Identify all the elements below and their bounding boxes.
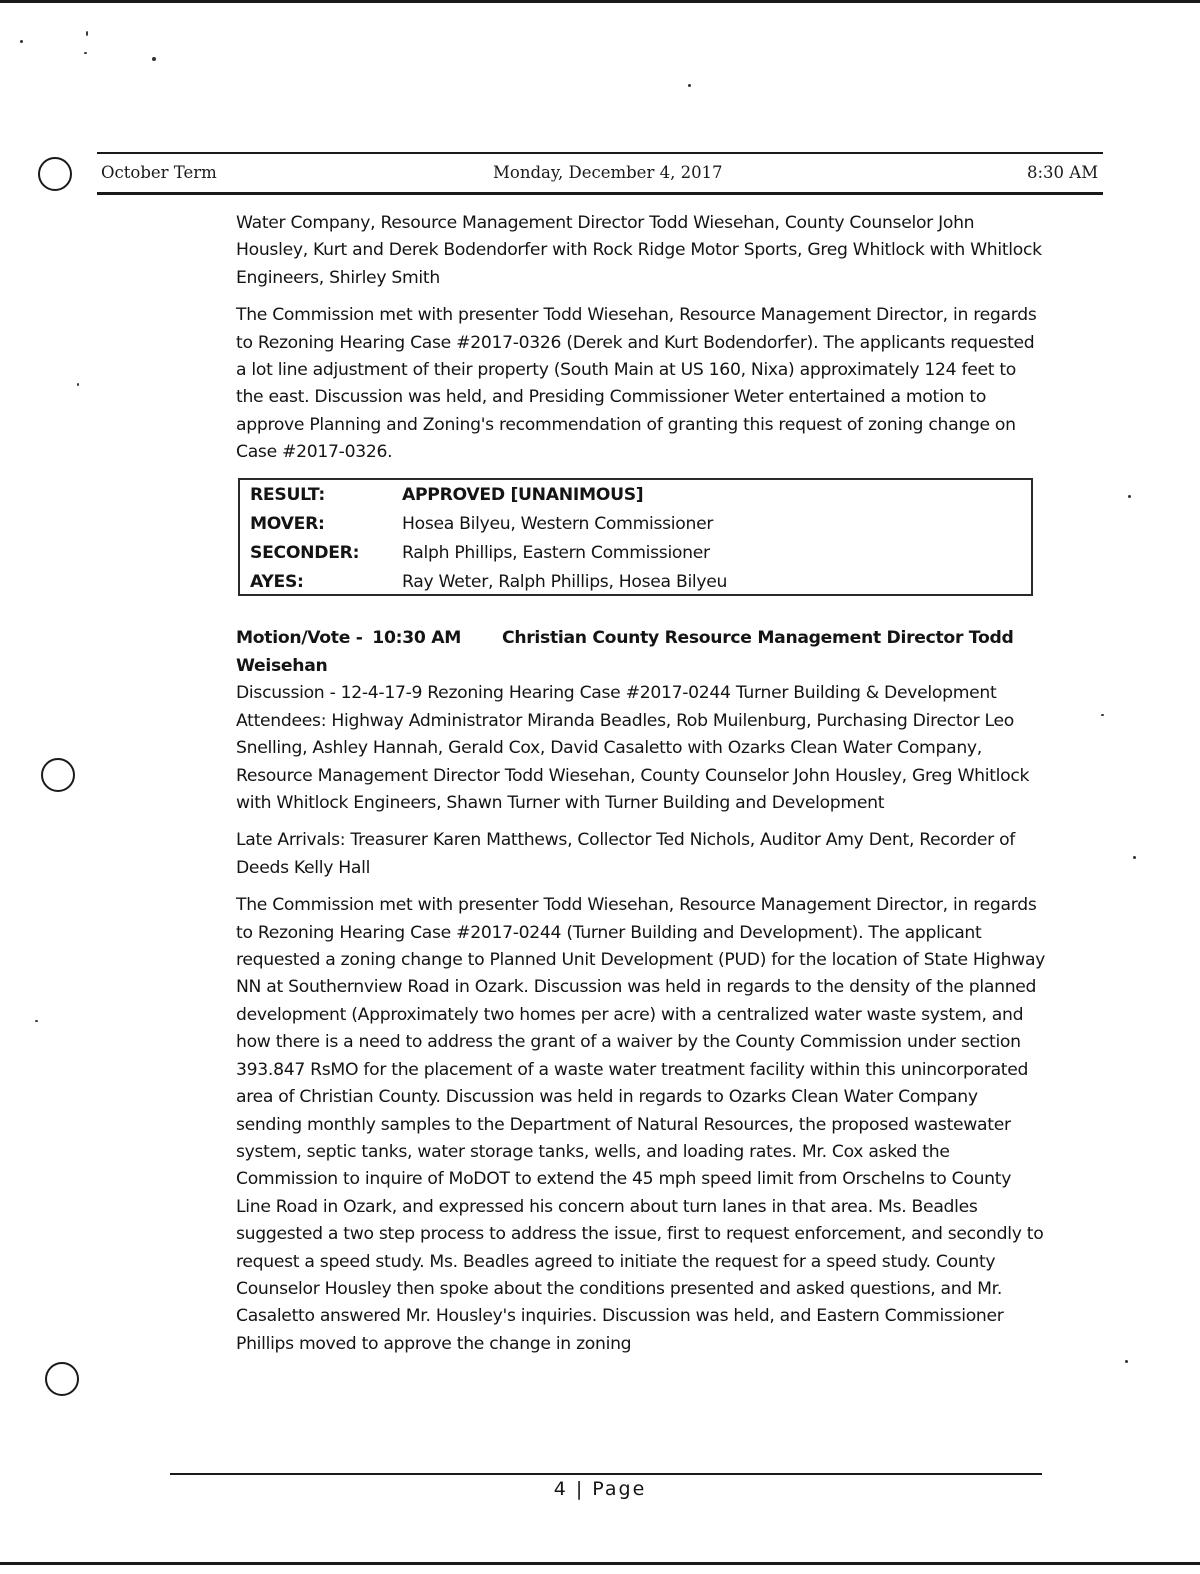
scan-speck: [1133, 856, 1136, 859]
mover-value: Hosea Bilyeu, Western Commissioner: [402, 514, 714, 534]
scan-speck: [86, 31, 88, 36]
footer-rule: [170, 1473, 1042, 1475]
seconder-value: Ralph Phillips, Eastern Commissioner: [402, 543, 710, 563]
scan-speck: [20, 40, 23, 43]
scan-bottom-edge: [0, 1562, 1200, 1565]
scan-speck: [35, 1020, 38, 1022]
ayes-value: Ray Weter, Ralph Phillips, Hosea Bilyeu: [402, 572, 728, 592]
item2-body-paragraph: The Commission met with presenter Todd Wiesehan, Resource Management Director, in regards to Rezoning Hearing Case #2017-0244 (Turner Building and Development). The applicant requested a zoning change to Planned Unit Development (PUD) for the location of State Highway NN at Southernview Road in Ozark. Discussion was held in regards to the density of the planned development (Approximately two homes per acre) with a centralized water waste system, and how there is a need to address the grant of a waiver by the County Commission under section 393.847 RsMO for the placement of a waste water treatment facility within this unincorporated area of Christian County. Discussion was held in regards to Ozarks Clean Water Company sending monthly samples to the Department of Natural Resources, the proposed wastewater system, septic tanks, water storage tanks, wells, and loading rates. Mr. Cox asked the Commission to inquire of MoDOT to extend the 45 mph speed limit from Orschelns to County Line Road in Ozark, and expressed his concern about turn lanes in that area. Ms. Beadles suggested a two step process to address the issue, first to request enforcement, and secondly to request a speed study. Ms. Beadles agreed to initiate the request for a speed study. County Counselor Housley then spoke about the conditions presented and asked questions, and Mr. Casaletto answered Mr. Housley's inquiries. Discussion was held, and Eastern Commissioner Phillips moved to approve the change in zoning: [236, 895, 1046, 1354]
header-top-rule: [97, 152, 1103, 154]
result-value: APPROVED [UNANIMOUS]: [402, 485, 644, 505]
result-label: RESULT:: [250, 485, 325, 505]
page-number: 4 | Page: [553, 1478, 647, 1500]
scan-speck: [84, 52, 87, 54]
attendees-paragraph: Attendees: Highway Administrator Miranda Beadles, Rob Muilenburg, Purchasing Director Leo Snelling, Ashley Hannah, Gerald Cox, David Casaletto with Ozarks Clean Water Company, Resource Management Director Todd Wiesehan, County Counselor John Housley, Greg Whitlock with Whitlock Engineers, Shawn Turner with Turner Building and Development: [236, 710, 1030, 814]
motion-title: Christian County Resource Management Director Todd: [502, 628, 1014, 648]
seconder-label: SECONDER:: [250, 543, 360, 563]
binder-hole: [38, 157, 72, 191]
motion-title-continued: Weisehan: [236, 656, 328, 676]
item1-paragraph: The Commission met with presenter Todd Wiesehan, Resource Management Director, in regards to Rezoning Hearing Case #2017-0326 (Derek and Kurt Bodendorfer). The applicants requested a lot line adjustment of their property (South Main at US 160, Nixa) approximately 124 feet to the east. Discussion was held, and Presiding Commissioner Weter entertained a motion to approve Planning and Zoning's recommendation of granting this request of zoning change on Case #2017-0326.: [236, 305, 1037, 463]
motion-heading: [236, 624, 1048, 653]
late-arrivals-paragraph: Late Arrivals: Treasurer Karen Matthews, Collector Ted Nichols, Auditor Amy Dent, Recorder of Deeds Kelly Hall: [236, 830, 1016, 878]
header-bottom-rule: [97, 192, 1103, 195]
scan-speck: [152, 57, 156, 61]
lower-text-column: [236, 624, 1048, 1358]
upper-text-column: [236, 210, 1048, 467]
scan-speck: [688, 84, 691, 87]
scan-speck: [1125, 1360, 1128, 1363]
scan-top-edge: [0, 0, 1200, 3]
binder-hole: [41, 758, 75, 792]
motion-time: 10:30 AM: [372, 628, 461, 648]
scan-speck: [1128, 495, 1131, 498]
mover-label: MOVER:: [250, 514, 325, 534]
header-date: Monday, December 4, 2017: [493, 163, 723, 182]
binder-hole: [45, 1362, 79, 1396]
header-time: 8:30 AM: [1027, 163, 1099, 182]
vote-result-table: [238, 478, 1033, 596]
motion-label: Motion/Vote -: [236, 628, 363, 648]
scan-speck: [77, 383, 79, 386]
ayes-label: AYES:: [250, 572, 304, 592]
continuation-paragraph: Water Company, Resource Management Director Todd Wiesehan, County Counselor John Housley, Kurt and Derek Bodendorfer with Rock Ridge Motor Sports, Greg Whitlock with Whitlock Engineers, Shirley Smith: [236, 213, 1042, 288]
header-term: October Term: [101, 163, 217, 182]
scan-speck: [1101, 714, 1104, 716]
discussion-line: Discussion - 12-4-17-9 Rezoning Hearing Case #2017-0244 Turner Building & Development: [236, 683, 997, 704]
